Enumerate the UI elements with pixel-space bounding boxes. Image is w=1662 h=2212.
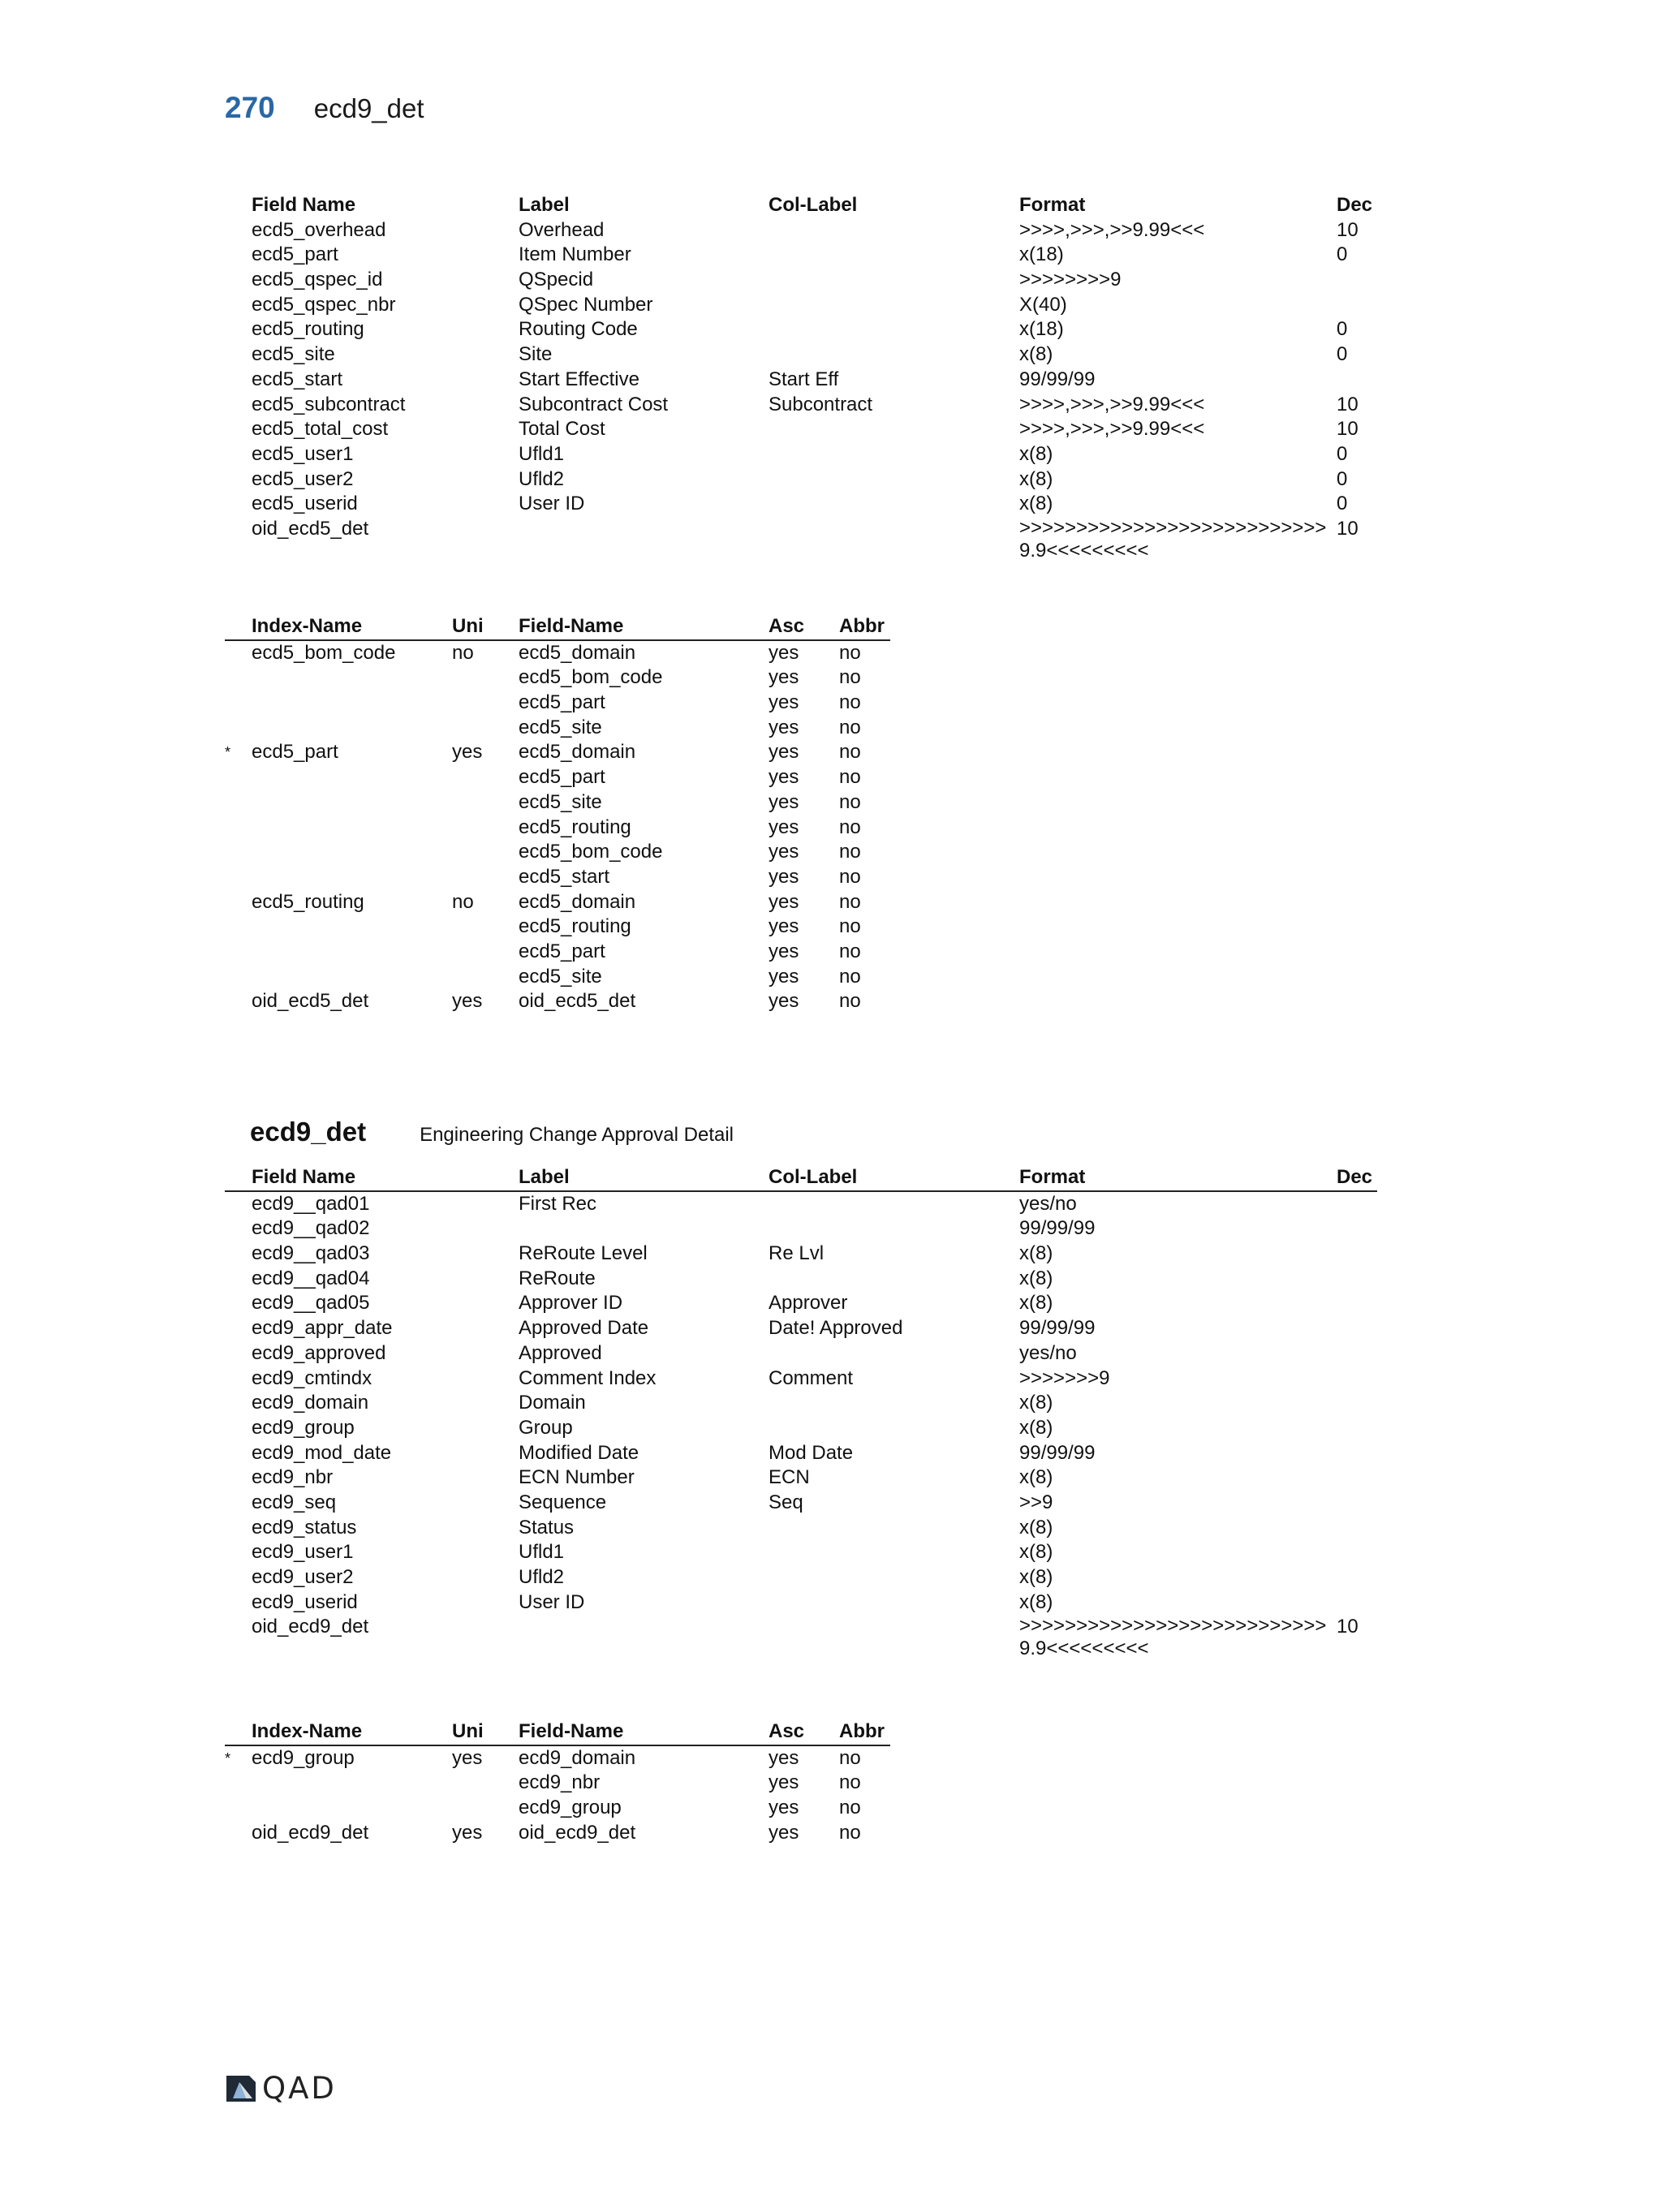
field-name: ecd5_user2 [252, 467, 354, 490]
field-dec: 10 [1337, 418, 1358, 441]
field-dec: 0 [1337, 243, 1348, 266]
header-format: Format [1019, 194, 1086, 216]
primary-index-marker: * [225, 1749, 231, 1767]
index-unique: yes [452, 1821, 483, 1844]
field-format: yes/no [1019, 1341, 1077, 1364]
field-format: x(8) [1019, 1466, 1053, 1489]
field-label: User ID [519, 1590, 585, 1613]
index-asc: yes [769, 816, 799, 838]
header-index-name: Index-Name [252, 1720, 363, 1742]
ecd5-field-table [225, 193, 1377, 566]
header-label: Label [519, 194, 570, 216]
field-name: ecd9_mod_date [252, 1441, 392, 1464]
table-row [225, 716, 890, 741]
index-asc: yes [769, 965, 799, 988]
field-name: ecd9_status [252, 1516, 357, 1539]
header-dec: Dec [1337, 194, 1373, 216]
field-name: ecd9_appr_date [252, 1317, 393, 1340]
field-name: ecd9__qad01 [252, 1192, 370, 1215]
ecd5-index-table [225, 614, 890, 1014]
header-asc: Asc [769, 1720, 805, 1742]
header-format: Format [1019, 1166, 1086, 1188]
table-row [225, 1316, 1377, 1341]
index-field-name: ecd5_part [519, 691, 605, 714]
field-label: Site [519, 343, 553, 366]
field-dec: 0 [1337, 493, 1348, 515]
index-abbr: no [839, 641, 861, 664]
field-dec: 0 [1337, 318, 1348, 341]
field-name: ecd5_site [252, 343, 335, 366]
table-row [225, 641, 890, 666]
table-row [225, 1540, 1377, 1565]
table-row [225, 268, 1377, 293]
table-row [225, 492, 1377, 517]
qad-logo [225, 2071, 337, 2106]
index-abbr: no [839, 990, 861, 1013]
index-abbr: no [839, 790, 861, 813]
index-field-name: ecd9_domain [519, 1746, 636, 1769]
index-unique: yes [452, 1746, 483, 1769]
index-field-name: ecd9_nbr [519, 1771, 601, 1794]
table-row [225, 665, 890, 691]
field-name: ecd9_domain [252, 1392, 369, 1414]
index-field-name: ecd5_routing [519, 915, 631, 938]
index-unique: no [452, 641, 474, 664]
field-name: oid_ecd5_det [252, 517, 369, 540]
table-row [225, 1366, 1377, 1392]
field-format: >>>>,>>>,>>9.99<<< [1019, 418, 1205, 441]
field-label: Sequence [519, 1491, 607, 1513]
index-unique: no [452, 890, 474, 913]
table-row [225, 517, 1377, 566]
header-uni: Uni [452, 1720, 484, 1742]
index-asc: yes [769, 915, 799, 938]
header-abbr: Abbr [839, 615, 885, 637]
table-row [225, 393, 1377, 418]
field-name: ecd9_user1 [252, 1541, 354, 1564]
field-name: ecd9_approved [252, 1341, 386, 1364]
header-col-label: Col-Label [769, 1166, 858, 1188]
field-label: QSpec Number [519, 293, 653, 316]
field-col-label: Date! Approved [769, 1317, 903, 1340]
table-row [225, 989, 890, 1014]
ecd9-table-heading [250, 1117, 734, 1147]
index-abbr: no [839, 915, 861, 938]
field-label: Item Number [519, 243, 631, 266]
field-format: x(8) [1019, 1392, 1053, 1414]
table-row [225, 940, 890, 965]
table-row [225, 1746, 890, 1771]
table-row [225, 1216, 1377, 1242]
index-abbr: no [839, 965, 861, 988]
table-row [225, 965, 890, 990]
qad-logo-icon [225, 2074, 257, 2103]
index-asc: yes [769, 1821, 799, 1844]
index-name: ecd5_routing [252, 890, 364, 913]
table-row [225, 243, 1377, 268]
table-row [225, 1491, 1377, 1516]
field-col-label: Approver [769, 1292, 848, 1315]
field-name: ecd9_userid [252, 1590, 358, 1613]
page-running-title: ecd9_det [313, 93, 424, 123]
index-table-header [225, 1719, 890, 1746]
index-name: oid_ecd9_det [252, 1821, 369, 1844]
field-name: ecd9__qad04 [252, 1267, 370, 1289]
table-description: Engineering Change Approval Detail [420, 1124, 734, 1146]
header-abbr: Abbr [839, 1720, 885, 1742]
field-format: x(18) [1019, 243, 1064, 266]
field-format: x(8) [1019, 1292, 1053, 1315]
header-index-name: Index-Name [252, 615, 363, 637]
field-name: ecd5_routing [252, 318, 364, 341]
field-col-label: Re Lvl [769, 1242, 825, 1265]
index-name: oid_ecd5_det [252, 990, 369, 1013]
field-name: ecd5_start [252, 368, 343, 390]
field-label: Approver ID [519, 1292, 623, 1315]
index-field-name: ecd5_bom_code [519, 666, 663, 689]
field-format: 99/99/99 [1019, 1441, 1096, 1464]
index-abbr: no [839, 890, 861, 913]
table-row [225, 816, 890, 841]
field-name: ecd5_overhead [252, 218, 386, 241]
table-row [225, 442, 1377, 467]
index-field-name: ecd5_domain [519, 741, 636, 764]
index-asc: yes [769, 1771, 799, 1794]
table-row [225, 840, 890, 865]
index-abbr: no [839, 1821, 861, 1844]
field-label: Ufld2 [519, 1566, 565, 1588]
field-format: >>>>>>>>>>>>>>>>>>>>>>>>>>>9.9<<<<<<<<< [1019, 516, 1327, 562]
field-name: ecd5_qspec_nbr [252, 293, 396, 316]
field-label: Approved [519, 1341, 602, 1364]
field-format: >>>>,>>>,>>9.99<<< [1019, 393, 1205, 415]
field-dec: 10 [1337, 218, 1358, 241]
ecd9-index-table [225, 1719, 890, 1845]
header-field-name: Field Name [252, 1166, 356, 1188]
table-row [225, 218, 1377, 243]
field-dec: 0 [1337, 442, 1348, 465]
field-label: ECN Number [519, 1466, 635, 1489]
field-format: >>>>>>>>>>>>>>>>>>>>>>>>>>>9.9<<<<<<<<< [1019, 1615, 1327, 1660]
field-label: Domain [519, 1392, 586, 1414]
table-row [225, 1821, 890, 1846]
index-field-name: oid_ecd9_det [519, 1821, 636, 1844]
field-name: ecd5_user1 [252, 442, 354, 465]
field-name: ecd9_cmtindx [252, 1366, 372, 1389]
field-name: ecd5_userid [252, 493, 358, 515]
field-format: >>>>>>>>9 [1019, 269, 1122, 291]
index-field-name: ecd5_domain [519, 641, 636, 664]
field-format: x(8) [1019, 1566, 1053, 1588]
field-label: QSpecid [519, 269, 594, 291]
field-label: Modified Date [519, 1441, 639, 1464]
index-unique: yes [452, 741, 483, 764]
field-format: x(8) [1019, 467, 1053, 490]
field-label: Ufld1 [519, 442, 565, 465]
field-label: Ufld1 [519, 1541, 565, 1564]
table-row [225, 342, 1377, 368]
index-asc: yes [769, 841, 799, 863]
field-label: User ID [519, 493, 585, 515]
primary-index-marker: * [225, 744, 231, 761]
logo-text: QAD [262, 2071, 337, 2106]
index-abbr: no [839, 1771, 861, 1794]
field-label: Group [519, 1416, 573, 1439]
field-format: x(8) [1019, 1541, 1053, 1564]
table-row [225, 1291, 1377, 1316]
field-format: x(8) [1019, 493, 1053, 515]
field-label: First Rec [519, 1192, 596, 1215]
index-abbr: no [839, 766, 861, 789]
header-uni: Uni [452, 615, 484, 637]
field-label: Total Cost [519, 418, 605, 441]
table-row [225, 1565, 1377, 1590]
field-name: ecd9__qad03 [252, 1242, 370, 1265]
table-row [225, 1192, 1377, 1217]
table-row [225, 740, 890, 765]
index-asc: yes [769, 890, 799, 913]
table-row [225, 1341, 1377, 1366]
index-abbr: no [839, 741, 861, 764]
table-row [225, 914, 890, 940]
field-col-label: Mod Date [769, 1441, 854, 1464]
index-asc: yes [769, 1797, 799, 1819]
ecd9-field-table [225, 1165, 1377, 1663]
field-format: x(18) [1019, 318, 1064, 341]
field-name: ecd5_qspec_id [252, 269, 383, 291]
index-name: ecd5_part [252, 741, 338, 764]
header-field-name: Field-Name [519, 1720, 624, 1742]
page-number: 270 [225, 91, 275, 124]
index-asc: yes [769, 990, 799, 1013]
header-field-name: Field Name [252, 194, 356, 216]
index-field-name: ecd5_site [519, 716, 602, 738]
field-name: ecd9_group [252, 1416, 355, 1439]
index-asc: yes [769, 790, 799, 813]
field-format: x(8) [1019, 343, 1053, 366]
index-unique: yes [452, 990, 483, 1013]
field-label: Subcontract Cost [519, 393, 669, 415]
table-row [225, 1516, 1377, 1541]
field-name: ecd5_part [252, 243, 338, 266]
field-col-label: Subcontract [769, 393, 873, 415]
index-asc: yes [769, 865, 799, 888]
field-format: x(8) [1019, 1416, 1053, 1439]
index-asc: yes [769, 766, 799, 789]
table-row [225, 317, 1377, 342]
field-dec: 0 [1337, 467, 1348, 490]
index-field-name: ecd5_domain [519, 890, 636, 913]
field-format: x(8) [1019, 442, 1053, 465]
table-row [225, 691, 890, 716]
index-field-name: ecd5_routing [519, 816, 631, 838]
field-label: Status [519, 1516, 575, 1539]
table-row [225, 1242, 1377, 1267]
table-row [225, 1391, 1377, 1416]
field-format: >>9 [1019, 1491, 1053, 1513]
index-table-header [225, 614, 890, 641]
index-field-name: ecd9_group [519, 1797, 622, 1819]
table-row [225, 1796, 890, 1821]
field-format: x(8) [1019, 1516, 1053, 1539]
table-row [225, 890, 890, 915]
table-row [225, 790, 890, 816]
index-asc: yes [769, 1746, 799, 1769]
field-name: oid_ecd9_det [252, 1616, 369, 1638]
table-row [225, 1590, 1377, 1616]
table-row [225, 1615, 1377, 1663]
index-field-name: ecd5_site [519, 965, 602, 988]
page-header [225, 91, 424, 131]
field-label: Approved Date [519, 1317, 649, 1340]
table-row [225, 293, 1377, 318]
table-row [225, 1416, 1377, 1441]
field-col-label: Start Eff [769, 368, 839, 390]
index-field-name: ecd5_start [519, 865, 610, 888]
field-col-label: Comment [769, 1366, 854, 1389]
field-format: 99/99/99 [1019, 1317, 1096, 1340]
index-field-name: ecd5_site [519, 790, 602, 813]
table-row [225, 368, 1377, 393]
header-asc: Asc [769, 615, 805, 637]
field-table-header [225, 1165, 1377, 1192]
index-field-name: oid_ecd5_det [519, 990, 636, 1013]
field-label: Start Effective [519, 368, 639, 390]
index-abbr: no [839, 841, 861, 863]
index-name: ecd9_group [252, 1746, 355, 1769]
field-label: ReRoute [519, 1267, 596, 1289]
field-name: ecd9_user2 [252, 1566, 354, 1588]
field-dec: 10 [1337, 517, 1358, 540]
field-label: Comment Index [519, 1366, 657, 1389]
table-name: ecd9_det [250, 1117, 367, 1147]
index-asc: yes [769, 716, 799, 738]
table-row [225, 765, 890, 790]
index-field-name: ecd5_part [519, 766, 605, 789]
index-field-name: ecd5_bom_code [519, 841, 663, 863]
table-row [225, 1771, 890, 1796]
index-abbr: no [839, 940, 861, 962]
table-row [225, 865, 890, 890]
index-name: ecd5_bom_code [252, 641, 396, 664]
field-dec: 0 [1337, 343, 1348, 366]
field-format: 99/99/99 [1019, 368, 1096, 390]
field-label: Overhead [519, 218, 605, 241]
index-abbr: no [839, 666, 861, 689]
field-name: ecd5_subcontract [252, 393, 406, 415]
field-name: ecd9__qad02 [252, 1217, 370, 1240]
field-label: ReRoute Level [519, 1242, 648, 1265]
index-field-name: ecd5_part [519, 940, 605, 962]
field-dec: 10 [1337, 393, 1358, 415]
index-abbr: no [839, 816, 861, 838]
field-dec: 10 [1337, 1616, 1358, 1638]
table-row [225, 1441, 1377, 1466]
field-name: ecd9_seq [252, 1491, 337, 1513]
field-format: 99/99/99 [1019, 1217, 1096, 1240]
header-dec: Dec [1337, 1166, 1373, 1188]
table-row [225, 1465, 1377, 1491]
index-abbr: no [839, 716, 861, 738]
header-field-name: Field-Name [519, 615, 624, 637]
field-label: Routing Code [519, 318, 638, 341]
field-name: ecd9__qad05 [252, 1292, 370, 1315]
field-col-label: ECN [769, 1466, 810, 1489]
index-abbr: no [839, 1746, 861, 1769]
field-table-header [225, 193, 1377, 218]
field-format: X(40) [1019, 293, 1067, 316]
index-abbr: no [839, 865, 861, 888]
index-asc: yes [769, 641, 799, 664]
index-asc: yes [769, 691, 799, 714]
table-row [225, 467, 1377, 493]
field-format: x(8) [1019, 1242, 1053, 1265]
field-col-label: Seq [769, 1491, 803, 1513]
index-abbr: no [839, 1797, 861, 1819]
field-format: >>>>,>>>,>>9.99<<< [1019, 218, 1205, 241]
field-name: ecd9_nbr [252, 1466, 334, 1489]
index-abbr: no [839, 691, 861, 714]
field-format: x(8) [1019, 1267, 1053, 1289]
index-asc: yes [769, 666, 799, 689]
table-row [225, 1267, 1377, 1292]
field-format: yes/no [1019, 1192, 1077, 1215]
index-asc: yes [769, 741, 799, 764]
field-name: ecd5_total_cost [252, 418, 389, 441]
field-label: Ufld2 [519, 467, 565, 490]
header-label: Label [519, 1166, 570, 1188]
index-asc: yes [769, 940, 799, 962]
table-row [225, 417, 1377, 442]
field-format: x(8) [1019, 1590, 1053, 1613]
field-format: >>>>>>>9 [1019, 1366, 1110, 1389]
header-col-label: Col-Label [769, 194, 858, 216]
